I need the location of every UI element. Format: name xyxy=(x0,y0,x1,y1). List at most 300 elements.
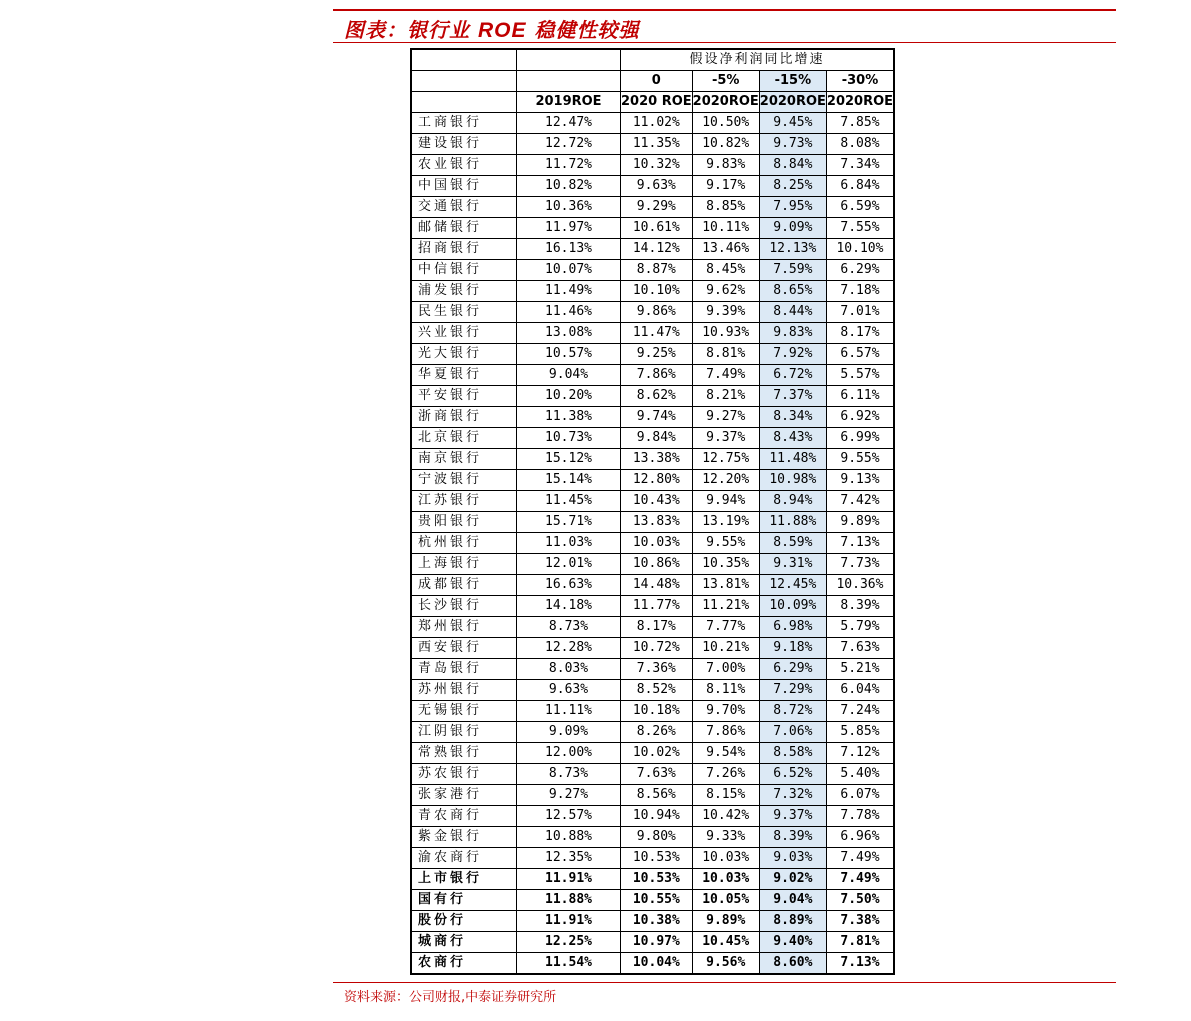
roe-value: 10.86% xyxy=(621,554,693,575)
roe-value: 7.86% xyxy=(621,365,693,386)
roe-value: 11.46% xyxy=(517,302,621,323)
roe-value: 10.98% xyxy=(759,470,826,491)
table-row xyxy=(411,953,894,975)
roe-value: 5.21% xyxy=(826,659,894,680)
roe-value: 7.06% xyxy=(759,722,826,743)
roe-value: 9.84% xyxy=(621,428,693,449)
roe-value: 13.08% xyxy=(517,323,621,344)
table-row xyxy=(411,218,894,239)
header-col: 2020ROE xyxy=(692,92,759,113)
table-row xyxy=(411,533,894,554)
roe-value: 7.38% xyxy=(826,911,894,932)
roe-value: 7.50% xyxy=(826,890,894,911)
table-row xyxy=(411,932,894,953)
roe-value: 10.04% xyxy=(621,953,693,975)
roe-value: 8.81% xyxy=(692,344,759,365)
table-row xyxy=(411,680,894,701)
bank-name: 光大银行 xyxy=(411,344,517,365)
header-col: 2019ROE xyxy=(517,92,621,113)
roe-value: 6.84% xyxy=(826,176,894,197)
roe-value: 13.19% xyxy=(692,512,759,533)
bank-name: 常熟银行 xyxy=(411,743,517,764)
roe-value: 8.44% xyxy=(759,302,826,323)
roe-value: 8.11% xyxy=(692,680,759,701)
roe-value: 10.36% xyxy=(517,197,621,218)
roe-value: 6.07% xyxy=(826,785,894,806)
title-en: ROE xyxy=(477,19,527,42)
roe-value: 15.14% xyxy=(517,470,621,491)
bank-name: 贵阳银行 xyxy=(411,512,517,533)
table-row xyxy=(411,407,894,428)
roe-value: 9.09% xyxy=(759,218,826,239)
roe-value: 9.13% xyxy=(826,470,894,491)
roe-value: 8.39% xyxy=(759,827,826,848)
bank-name: 农业银行 xyxy=(411,155,517,176)
roe-value: 7.95% xyxy=(759,197,826,218)
roe-value: 7.01% xyxy=(826,302,894,323)
roe-value: 10.36% xyxy=(826,575,894,596)
bank-name: 中信银行 xyxy=(411,260,517,281)
bank-name: 南京银行 xyxy=(411,449,517,470)
roe-value: 8.62% xyxy=(621,386,693,407)
roe-value: 8.25% xyxy=(759,176,826,197)
roe-value: 10.38% xyxy=(621,911,693,932)
roe-value: 14.18% xyxy=(517,596,621,617)
bank-name: 工商银行 xyxy=(411,113,517,134)
roe-value: 15.12% xyxy=(517,449,621,470)
header-row-scenarios xyxy=(411,71,894,92)
roe-value: 9.03% xyxy=(759,848,826,869)
bank-name: 张家港行 xyxy=(411,785,517,806)
bank-name: 民生银行 xyxy=(411,302,517,323)
roe-value: 10.57% xyxy=(517,344,621,365)
roe-value: 6.59% xyxy=(826,197,894,218)
bank-name: 北京银行 xyxy=(411,428,517,449)
table-row xyxy=(411,197,894,218)
roe-value: 8.17% xyxy=(826,323,894,344)
roe-value: 6.99% xyxy=(826,428,894,449)
header-empty xyxy=(411,49,517,71)
top-rule xyxy=(333,9,1116,11)
roe-value: 10.03% xyxy=(621,533,693,554)
table-row xyxy=(411,722,894,743)
roe-value: 16.63% xyxy=(517,575,621,596)
roe-value: 9.29% xyxy=(621,197,693,218)
roe-value: 11.35% xyxy=(621,134,693,155)
roe-value: 9.39% xyxy=(692,302,759,323)
table-row xyxy=(411,701,894,722)
roe-value: 8.94% xyxy=(759,491,826,512)
roe-value: 11.88% xyxy=(517,890,621,911)
roe-value: 8.39% xyxy=(826,596,894,617)
roe-value: 8.56% xyxy=(621,785,693,806)
roe-value: 8.85% xyxy=(692,197,759,218)
roe-value: 9.02% xyxy=(759,869,826,890)
roe-value: 10.32% xyxy=(621,155,693,176)
roe-value: 7.37% xyxy=(759,386,826,407)
roe-value: 6.52% xyxy=(759,764,826,785)
bank-name: 股份行 xyxy=(411,911,517,932)
roe-value: 11.91% xyxy=(517,869,621,890)
table-row xyxy=(411,617,894,638)
bank-name: 苏州银行 xyxy=(411,680,517,701)
roe-value: 11.72% xyxy=(517,155,621,176)
roe-value: 9.89% xyxy=(692,911,759,932)
bank-name: 江阴银行 xyxy=(411,722,517,743)
roe-value: 7.42% xyxy=(826,491,894,512)
roe-value: 8.08% xyxy=(826,134,894,155)
roe-value: 7.49% xyxy=(826,848,894,869)
roe-table xyxy=(410,48,895,975)
bank-name: 浙商银行 xyxy=(411,407,517,428)
roe-value: 8.43% xyxy=(759,428,826,449)
roe-value: 6.11% xyxy=(826,386,894,407)
roe-value: 10.61% xyxy=(621,218,693,239)
roe-value: 9.09% xyxy=(517,722,621,743)
bank-name: 江苏银行 xyxy=(411,491,517,512)
bank-name: 无锡银行 xyxy=(411,701,517,722)
bank-name: 成都银行 xyxy=(411,575,517,596)
roe-value: 7.73% xyxy=(826,554,894,575)
header-col: 2020ROE xyxy=(826,92,894,113)
roe-value: 11.77% xyxy=(621,596,693,617)
bank-name: 杭州银行 xyxy=(411,533,517,554)
roe-value: 10.55% xyxy=(621,890,693,911)
table-row xyxy=(411,176,894,197)
roe-value: 10.21% xyxy=(692,638,759,659)
roe-value: 12.25% xyxy=(517,932,621,953)
roe-value: 7.59% xyxy=(759,260,826,281)
roe-value: 7.63% xyxy=(621,764,693,785)
roe-value: 9.83% xyxy=(692,155,759,176)
header-scenario: 0 xyxy=(621,71,693,92)
table-row xyxy=(411,134,894,155)
table-row xyxy=(411,281,894,302)
roe-value: 11.54% xyxy=(517,953,621,975)
table-row xyxy=(411,302,894,323)
roe-value: 13.83% xyxy=(621,512,693,533)
roe-value: 7.63% xyxy=(826,638,894,659)
header-empty xyxy=(411,71,517,92)
source-note: 资料来源：公司财报,中泰证券研究所 xyxy=(344,990,557,1005)
header-empty xyxy=(517,49,621,71)
roe-value: 11.21% xyxy=(692,596,759,617)
bank-name: 兴业银行 xyxy=(411,323,517,344)
roe-value: 10.82% xyxy=(517,176,621,197)
roe-value: 6.96% xyxy=(826,827,894,848)
roe-value: 11.38% xyxy=(517,407,621,428)
roe-value: 6.29% xyxy=(759,659,826,680)
roe-value: 10.53% xyxy=(621,869,693,890)
roe-value: 9.86% xyxy=(621,302,693,323)
header-row-group xyxy=(411,49,894,71)
table-row xyxy=(411,449,894,470)
roe-value: 10.03% xyxy=(692,869,759,890)
roe-value: 12.13% xyxy=(759,239,826,260)
roe-value: 12.20% xyxy=(692,470,759,491)
bank-name: 平安银行 xyxy=(411,386,517,407)
roe-value: 10.09% xyxy=(759,596,826,617)
roe-value: 9.31% xyxy=(759,554,826,575)
roe-value: 8.26% xyxy=(621,722,693,743)
roe-value: 9.45% xyxy=(759,113,826,134)
roe-value: 9.63% xyxy=(517,680,621,701)
roe-value: 11.11% xyxy=(517,701,621,722)
roe-value: 12.28% xyxy=(517,638,621,659)
table-row xyxy=(411,638,894,659)
table-row xyxy=(411,848,894,869)
header-col: 2020 ROE xyxy=(621,92,693,113)
roe-value: 10.97% xyxy=(621,932,693,953)
table-row xyxy=(411,596,894,617)
roe-value: 7.78% xyxy=(826,806,894,827)
roe-value: 8.73% xyxy=(517,617,621,638)
roe-value: 5.57% xyxy=(826,365,894,386)
roe-value: 10.07% xyxy=(517,260,621,281)
roe-value: 9.17% xyxy=(692,176,759,197)
roe-value: 10.10% xyxy=(621,281,693,302)
bank-name: 紫金银行 xyxy=(411,827,517,848)
title-suffix: 稳健性较强 xyxy=(526,18,640,42)
roe-value: 5.79% xyxy=(826,617,894,638)
roe-value: 10.42% xyxy=(692,806,759,827)
table-row xyxy=(411,386,894,407)
bank-name: 上市银行 xyxy=(411,869,517,890)
header-empty xyxy=(517,71,621,92)
roe-value: 16.13% xyxy=(517,239,621,260)
roe-value: 7.13% xyxy=(826,533,894,554)
title-prefix: 图表：银行业 xyxy=(344,18,478,42)
bank-name: 华夏银行 xyxy=(411,365,517,386)
roe-value: 9.94% xyxy=(692,491,759,512)
bank-name: 邮储银行 xyxy=(411,218,517,239)
roe-value: 10.11% xyxy=(692,218,759,239)
bank-name: 城商行 xyxy=(411,932,517,953)
roe-value: 6.57% xyxy=(826,344,894,365)
roe-value: 11.02% xyxy=(621,113,693,134)
header-scenario: -15% xyxy=(759,71,826,92)
roe-value: 10.50% xyxy=(692,113,759,134)
roe-value: 7.12% xyxy=(826,743,894,764)
bank-name: 宁波银行 xyxy=(411,470,517,491)
roe-value: 8.17% xyxy=(621,617,693,638)
roe-value: 8.89% xyxy=(759,911,826,932)
roe-value: 10.82% xyxy=(692,134,759,155)
roe-value: 6.29% xyxy=(826,260,894,281)
table-row xyxy=(411,827,894,848)
bank-name: 上海银行 xyxy=(411,554,517,575)
table-row xyxy=(411,470,894,491)
roe-value: 7.49% xyxy=(826,869,894,890)
roe-value: 10.10% xyxy=(826,239,894,260)
table-row xyxy=(411,365,894,386)
roe-value: 5.85% xyxy=(826,722,894,743)
bank-name: 渝农商行 xyxy=(411,848,517,869)
table-row xyxy=(411,428,894,449)
roe-value: 8.15% xyxy=(692,785,759,806)
roe-value: 7.92% xyxy=(759,344,826,365)
table-row xyxy=(411,743,894,764)
bank-name: 农商行 xyxy=(411,953,517,975)
header-empty xyxy=(411,92,517,113)
roe-value: 9.04% xyxy=(759,890,826,911)
roe-value: 9.27% xyxy=(517,785,621,806)
roe-value: 8.45% xyxy=(692,260,759,281)
header-scenario: -5% xyxy=(692,71,759,92)
roe-value: 7.18% xyxy=(826,281,894,302)
table-row xyxy=(411,260,894,281)
roe-value: 8.52% xyxy=(621,680,693,701)
bank-name: 青农商行 xyxy=(411,806,517,827)
table-body xyxy=(411,113,894,869)
header-row-cols xyxy=(411,92,894,113)
roe-value: 12.80% xyxy=(621,470,693,491)
table-row xyxy=(411,575,894,596)
title-rule xyxy=(333,42,1116,43)
roe-value: 9.37% xyxy=(692,428,759,449)
roe-value: 9.25% xyxy=(621,344,693,365)
roe-value: 7.49% xyxy=(692,365,759,386)
roe-value: 11.48% xyxy=(759,449,826,470)
table-row xyxy=(411,911,894,932)
bank-name: 中国银行 xyxy=(411,176,517,197)
roe-value: 7.34% xyxy=(826,155,894,176)
roe-value: 7.55% xyxy=(826,218,894,239)
roe-value: 8.87% xyxy=(621,260,693,281)
roe-value: 11.97% xyxy=(517,218,621,239)
figure-title xyxy=(344,14,639,43)
roe-value: 9.62% xyxy=(692,281,759,302)
roe-value: 10.45% xyxy=(692,932,759,953)
bottom-rule xyxy=(333,982,1116,983)
bank-name: 郑州银行 xyxy=(411,617,517,638)
roe-value: 11.88% xyxy=(759,512,826,533)
table-row xyxy=(411,785,894,806)
roe-value: 10.72% xyxy=(621,638,693,659)
roe-value: 6.92% xyxy=(826,407,894,428)
table-row xyxy=(411,239,894,260)
table-row xyxy=(411,323,894,344)
table-row xyxy=(411,512,894,533)
roe-value: 8.59% xyxy=(759,533,826,554)
roe-value: 9.27% xyxy=(692,407,759,428)
roe-value: 10.93% xyxy=(692,323,759,344)
bank-name: 长沙银行 xyxy=(411,596,517,617)
roe-value: 10.02% xyxy=(621,743,693,764)
roe-value: 8.34% xyxy=(759,407,826,428)
roe-value: 7.77% xyxy=(692,617,759,638)
roe-value: 12.45% xyxy=(759,575,826,596)
table-row xyxy=(411,113,894,134)
roe-value: 9.83% xyxy=(759,323,826,344)
roe-value: 7.81% xyxy=(826,932,894,953)
roe-value: 13.46% xyxy=(692,239,759,260)
roe-value: 10.03% xyxy=(692,848,759,869)
table-row xyxy=(411,869,894,890)
roe-value: 7.13% xyxy=(826,953,894,975)
table-row xyxy=(411,344,894,365)
roe-value: 7.26% xyxy=(692,764,759,785)
roe-value: 8.03% xyxy=(517,659,621,680)
roe-value: 9.33% xyxy=(692,827,759,848)
roe-value: 8.60% xyxy=(759,953,826,975)
roe-value: 13.38% xyxy=(621,449,693,470)
bank-name: 建设银行 xyxy=(411,134,517,155)
roe-value: 9.04% xyxy=(517,365,621,386)
roe-value: 5.40% xyxy=(826,764,894,785)
roe-value: 8.72% xyxy=(759,701,826,722)
roe-value: 8.73% xyxy=(517,764,621,785)
roe-value: 7.24% xyxy=(826,701,894,722)
roe-value: 10.88% xyxy=(517,827,621,848)
table-row xyxy=(411,890,894,911)
roe-value: 10.18% xyxy=(621,701,693,722)
roe-value: 10.20% xyxy=(517,386,621,407)
roe-value: 12.00% xyxy=(517,743,621,764)
bank-name: 西安银行 xyxy=(411,638,517,659)
table-row xyxy=(411,764,894,785)
roe-value: 10.43% xyxy=(621,491,693,512)
roe-value: 12.72% xyxy=(517,134,621,155)
roe-value: 8.84% xyxy=(759,155,826,176)
table-row xyxy=(411,554,894,575)
roe-value: 12.35% xyxy=(517,848,621,869)
roe-value: 9.54% xyxy=(692,743,759,764)
table-row xyxy=(411,155,894,176)
header-col: 2020ROE xyxy=(759,92,826,113)
roe-value: 7.36% xyxy=(621,659,693,680)
roe-value: 9.37% xyxy=(759,806,826,827)
table-row xyxy=(411,806,894,827)
roe-value: 10.05% xyxy=(692,890,759,911)
roe-value: 14.12% xyxy=(621,239,693,260)
roe-value: 9.18% xyxy=(759,638,826,659)
roe-value: 7.86% xyxy=(692,722,759,743)
roe-value: 14.48% xyxy=(621,575,693,596)
header-group-label: 假设净利润同比增速 xyxy=(621,49,895,71)
roe-value: 8.58% xyxy=(759,743,826,764)
roe-value: 6.98% xyxy=(759,617,826,638)
roe-value: 8.65% xyxy=(759,281,826,302)
bank-name: 交通银行 xyxy=(411,197,517,218)
roe-value: 10.94% xyxy=(621,806,693,827)
roe-value: 11.45% xyxy=(517,491,621,512)
roe-value: 9.55% xyxy=(826,449,894,470)
roe-value: 10.35% xyxy=(692,554,759,575)
roe-value: 8.21% xyxy=(692,386,759,407)
bank-name: 苏农银行 xyxy=(411,764,517,785)
table-row xyxy=(411,491,894,512)
roe-value: 13.81% xyxy=(692,575,759,596)
roe-value: 12.75% xyxy=(692,449,759,470)
table-row xyxy=(411,659,894,680)
roe-value: 15.71% xyxy=(517,512,621,533)
roe-value: 7.85% xyxy=(826,113,894,134)
roe-value: 11.47% xyxy=(621,323,693,344)
roe-value: 6.72% xyxy=(759,365,826,386)
header-scenario: -30% xyxy=(826,71,894,92)
roe-value: 6.04% xyxy=(826,680,894,701)
roe-value: 7.00% xyxy=(692,659,759,680)
roe-value: 9.80% xyxy=(621,827,693,848)
bank-name: 招商银行 xyxy=(411,239,517,260)
roe-value: 11.03% xyxy=(517,533,621,554)
roe-value: 12.01% xyxy=(517,554,621,575)
roe-value: 12.57% xyxy=(517,806,621,827)
roe-value: 9.55% xyxy=(692,533,759,554)
bank-name: 国有行 xyxy=(411,890,517,911)
roe-value: 9.74% xyxy=(621,407,693,428)
